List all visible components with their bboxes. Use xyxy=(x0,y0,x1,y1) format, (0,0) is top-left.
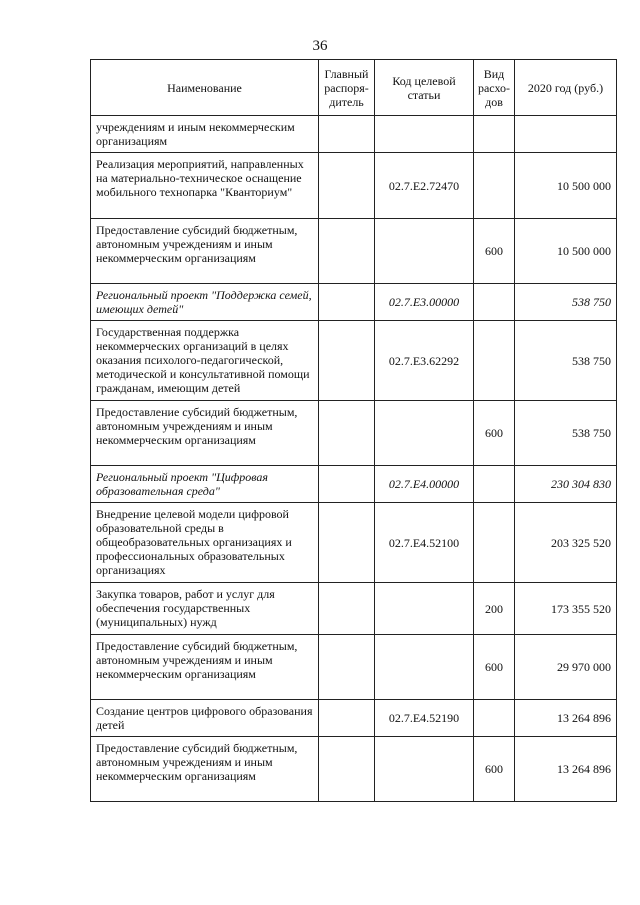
row-expense-type-cell xyxy=(474,321,515,401)
table-row xyxy=(91,503,617,583)
row-admin-cell xyxy=(319,737,375,802)
row-code-cell xyxy=(375,583,474,635)
row-expense-type-cell xyxy=(474,466,515,503)
row-name-cell: учреждениям и иным некоммерческим организациям xyxy=(91,116,319,153)
row-code-cell: 02.7.E4.52100 xyxy=(375,503,474,583)
row-name-cell: Создание центров цифрового образования детей xyxy=(91,700,319,737)
row-expense-type-cell: 600 xyxy=(474,737,515,802)
row-admin-cell xyxy=(319,321,375,401)
row-name-cell: Региональный проект "Поддержка семей, имеющих детей" xyxy=(91,284,319,321)
row-amount-cell: 538 750 xyxy=(515,401,617,466)
row-name-cell: Внедрение целевой модели цифровой образовательной среды в общеобразовательных организациях и профессиональных образовательных организациях xyxy=(91,503,319,583)
header-name: Наименование xyxy=(91,60,319,116)
header-admin: Главный распоря-дитель xyxy=(319,60,375,116)
row-admin-cell xyxy=(319,401,375,466)
row-admin-cell xyxy=(319,284,375,321)
table-row xyxy=(91,737,617,802)
row-code-cell: 02.7.E2.72470 xyxy=(375,153,474,219)
row-code-cell xyxy=(375,116,474,153)
table-row xyxy=(91,583,617,635)
table-header-row xyxy=(91,60,617,116)
budget-table xyxy=(90,59,617,802)
table-row xyxy=(91,153,617,219)
table-row xyxy=(91,321,617,401)
row-name-cell: Реализация мероприятий, направленных на материально-техническое оснащение мобильного технопарка "Кванториум" xyxy=(91,153,319,219)
row-amount-cell: 230 304 830 xyxy=(515,466,617,503)
table-row xyxy=(91,219,617,284)
row-amount-cell: 13 264 896 xyxy=(515,700,617,737)
row-expense-type-cell: 600 xyxy=(474,219,515,284)
row-name-cell: Государственная поддержка некоммерческих организаций в целях оказания психолого-педагогической, методической и консультативной помощи гражданам, имеющим детей xyxy=(91,321,319,401)
table-row xyxy=(91,284,617,321)
row-name-cell: Предоставление субсидий бюджетным, автономным учреждениям и иным некоммерческим организациям xyxy=(91,219,319,284)
row-code-cell xyxy=(375,635,474,700)
row-admin-cell xyxy=(319,116,375,153)
table-row xyxy=(91,466,617,503)
row-name-cell: Закупка товаров, работ и услуг для обеспечения государственных (муниципальных) нужд xyxy=(91,583,319,635)
row-name-cell: Региональный проект "Цифровая образовательная среда" xyxy=(91,466,319,503)
row-code-cell: 02.7.E4.52190 xyxy=(375,700,474,737)
row-admin-cell xyxy=(319,583,375,635)
row-expense-type-cell xyxy=(474,153,515,219)
page-number: 36 xyxy=(312,38,328,54)
row-amount-cell: 173 355 520 xyxy=(515,583,617,635)
row-code-cell xyxy=(375,737,474,802)
row-amount-cell: 538 750 xyxy=(515,321,617,401)
row-name-cell: Предоставление субсидий бюджетным, автономным учреждениям и иным некоммерческим организациям xyxy=(91,401,319,466)
header-expense-type: Вид расхо-дов xyxy=(474,60,515,116)
table-row xyxy=(91,700,617,737)
row-admin-cell xyxy=(319,700,375,737)
row-name-cell: Предоставление субсидий бюджетным, автономным учреждениям и иным некоммерческим организациям xyxy=(91,737,319,802)
row-amount-cell: 10 500 000 xyxy=(515,219,617,284)
row-code-cell: 02.7.E3.00000 xyxy=(375,284,474,321)
row-amount-cell: 538 750 xyxy=(515,284,617,321)
row-admin-cell xyxy=(319,503,375,583)
row-code-cell xyxy=(375,219,474,284)
row-expense-type-cell: 600 xyxy=(474,401,515,466)
row-admin-cell xyxy=(319,153,375,219)
row-admin-cell xyxy=(319,219,375,284)
row-amount-cell: 13 264 896 xyxy=(515,737,617,802)
row-expense-type-cell xyxy=(474,503,515,583)
table-row xyxy=(91,635,617,700)
row-expense-type-cell: 200 xyxy=(474,583,515,635)
row-amount-cell: 10 500 000 xyxy=(515,153,617,219)
row-code-cell: 02.7.E3.62292 xyxy=(375,321,474,401)
row-expense-type-cell xyxy=(474,116,515,153)
header-amount: 2020 год (руб.) xyxy=(515,60,617,116)
table-row xyxy=(91,401,617,466)
table-row xyxy=(91,116,617,153)
row-amount-cell: 29 970 000 xyxy=(515,635,617,700)
header-code: Код целевой статьи xyxy=(375,60,474,116)
row-amount-cell: 203 325 520 xyxy=(515,503,617,583)
row-code-cell: 02.7.E4.00000 xyxy=(375,466,474,503)
row-expense-type-cell xyxy=(474,700,515,737)
row-expense-type-cell xyxy=(474,284,515,321)
row-admin-cell xyxy=(319,466,375,503)
row-amount-cell xyxy=(515,116,617,153)
row-name-cell: Предоставление субсидий бюджетным, автономным учреждениям и иным некоммерческим организациям xyxy=(91,635,319,700)
row-admin-cell xyxy=(319,635,375,700)
row-expense-type-cell: 600 xyxy=(474,635,515,700)
row-code-cell xyxy=(375,401,474,466)
